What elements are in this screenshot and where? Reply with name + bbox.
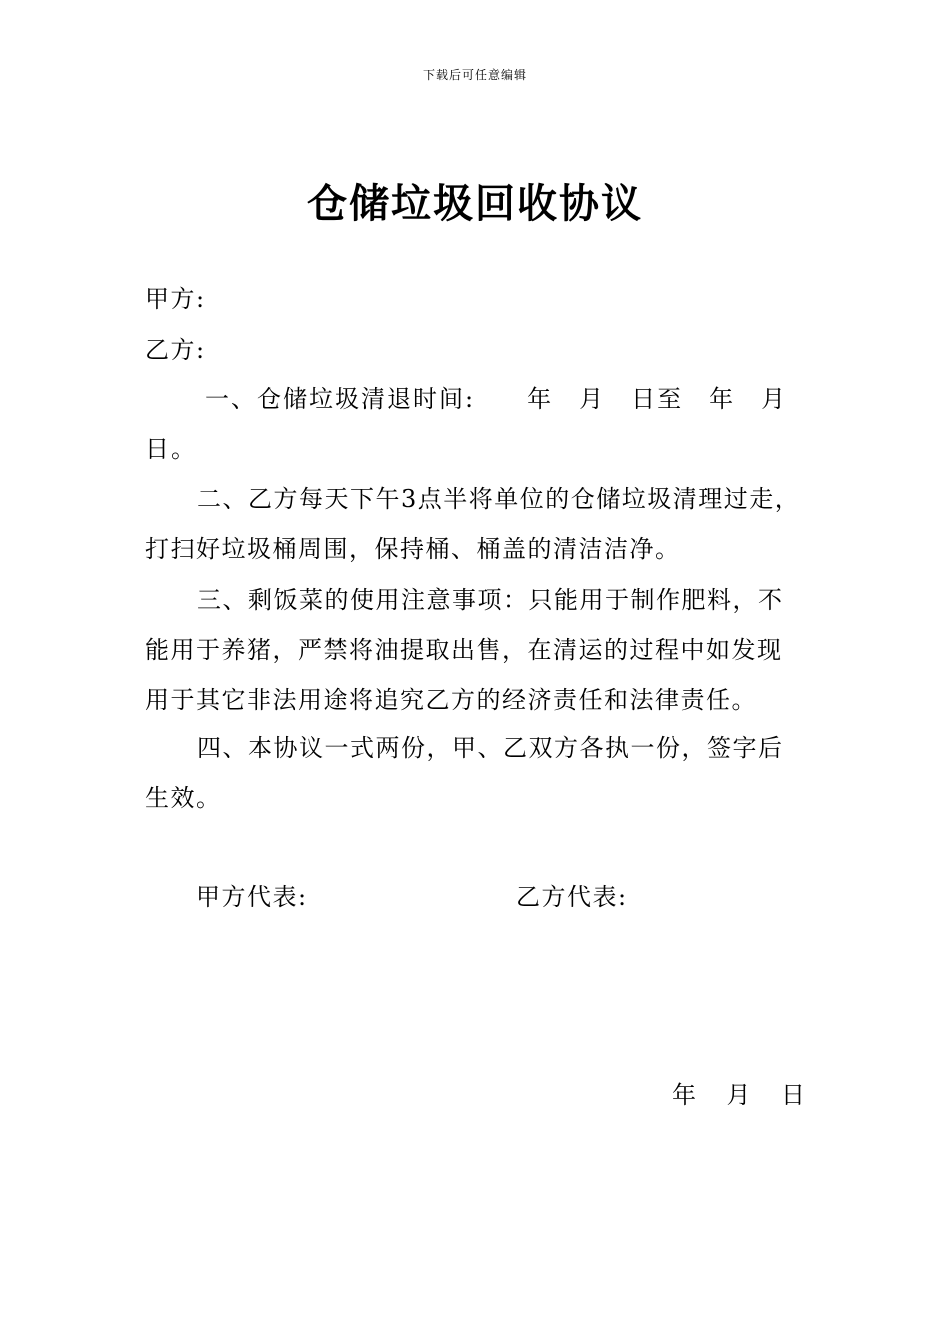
signing-date: 年 月 日 — [671, 1081, 805, 1109]
document-title: 仓储垃圾回收协议 — [307, 181, 643, 227]
page-header-note: 下载后可任意编辑 — [422, 68, 527, 82]
party-b-label: 乙方: — [145, 336, 206, 364]
clause-1: 一、仓储垃圾清退时间: 年 月 日至 年 月日。 — [145, 385, 788, 463]
party-b-representative: 乙方代表: — [516, 883, 628, 911]
clause-3: 三、剩饭菜的使用注意事项：只能用于制作肥料，不能用于养猪，严禁将油提取出售，在清运的过程中如发现用于其它非法用途将追究乙方的经济责任和法律责任。 — [145, 586, 784, 714]
party-a-representative: 甲方代表: — [196, 883, 308, 911]
clause-4: 四、本协议一式两份，甲、乙双方各执一份，签字后生效。 — [145, 734, 784, 812]
party-a-label: 甲方: — [145, 285, 206, 313]
clause-2: 二、乙方每天下午3点半将单位的仓储垃圾清理过走，打扫好垃圾桶周围，保持桶、桶盖的清洁洁净。 — [145, 485, 801, 563]
